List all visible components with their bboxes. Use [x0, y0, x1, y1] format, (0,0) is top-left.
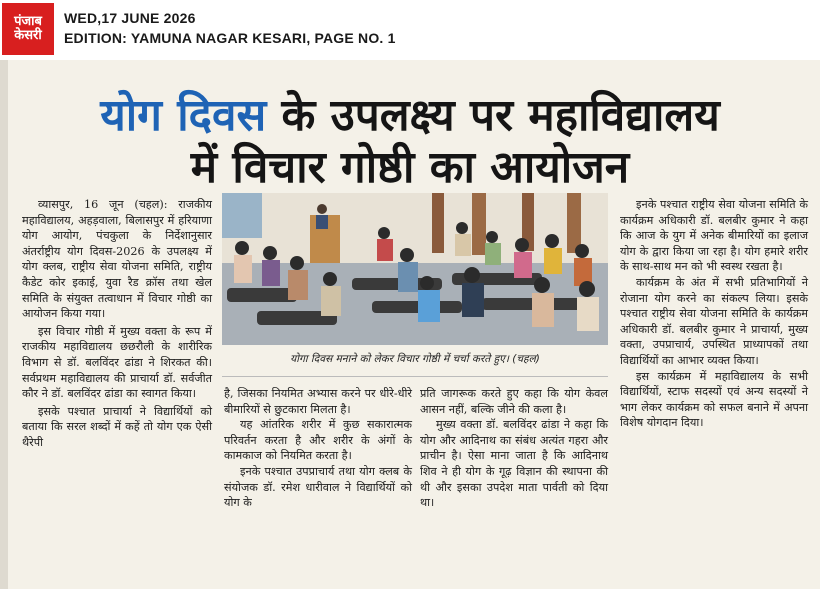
article-paragraph: प्रति जागरूक करते हुए कहा कि योग केवल आसन नहीं, बल्कि जीने की कला है।: [420, 387, 608, 416]
headline-line-1-rest: के उपलक्ष्य पर महाविद्यालय: [266, 90, 720, 141]
caption-divider: [222, 376, 608, 377]
article-paragraph: व्यासपुर, 16 जून (चहल): राजकीय महाविद्यालय, अहड़वाला, बिलासपुर में हरियाणा योग आयोग, पंचकुला के निर्देशानुसार अंतर्राष्ट्रीय योग दिवस-2026 के उपलक्ष्य में योग क्लब, राष्ट्रीय सेवा योजना समिति, राष्ट्रीय कैडेट कोर इकाई, युवा रैड क्रॉस तथा खेल समिति के संयुक्त तत्वाधान में विचार गोष्ठी का आयोजन किया गया।: [22, 198, 212, 321]
article-paragraph: इनके पश्चात उपप्राचार्य तथा योग क्लब के संयोजक डॉ. रमेश धारीवाल ने विद्यार्थियों को योग के: [224, 464, 412, 510]
headline-line-1: [10, 90, 810, 142]
logo-line-2: केसरी: [14, 28, 42, 43]
article-paragraph: इसके पश्चात प्राचार्या ने विद्यार्थियों को बताया कि सरल शब्दों में कहें तो योग एक ऐसी थैरेपी: [22, 404, 212, 449]
article-paragraph: इस कार्यक्रम में महाविद्यालय के सभी विद्यार्थियों, स्टाफ सदस्यों एवं अन्य सदस्यों ने भाग लेकर कार्यक्रम को सफल बनाने में अपना विशेष योगदान दिया।: [620, 369, 808, 430]
article-column-4: [620, 197, 808, 431]
article-column-1: [22, 197, 212, 451]
article-paragraph: है, जिसका नियमित अभ्यास करने पर धीरे-धीरे बीमारियों से छुटकारा मिलता है।: [224, 387, 412, 416]
article-paragraph: कार्यक्रम के अंत में सभी प्रतिभागियों ने रोजाना योग करने का संकल्प लिया। इसके पश्चात राष्ट्रीय सेवा योजना समिति के कार्यक्रम अधिकारी डॉ. बलबीर कुमार ने प्राचार्या, मुख्य वक्ता, उपप्राचार्य, उपस्थित प्राध्यापकों तथा विद्यार्थियों का आभार व्यक्त किया।: [620, 275, 808, 367]
article-paragraph: यह आंतरिक शरीर में कुछ सकारात्मक परिवर्तन करता है और शरीर के अंगों के कामकाज को नियमित करता है।: [224, 418, 412, 463]
masthead: [0, 0, 820, 60]
headline-highlight: योग दिवस: [100, 90, 267, 141]
seminar-photo: [222, 193, 608, 345]
adjacent-column-edge: [0, 60, 8, 589]
headline: [10, 90, 810, 194]
newspaper-logo: [2, 3, 54, 55]
photo-caption: योगा दिवस मनाने को लेकर विचार गोष्ठी में चर्चा करते हुए। (चहल): [290, 353, 540, 365]
article-paragraph: इनके पश्चात राष्ट्रीय सेवा योजना समिति के कार्यक्रम अधिकारी डॉ. बलबीर कुमार ने कहा कि आज के युग में अनेक बीमारियों का इलाज योग के द्वारा किया जा रहा है। योग हमारे शरीर के साथ-साथ मन को भी स्वस्थ रखता है।: [620, 198, 808, 274]
article-paragraph: इस विचार गोष्ठी में मुख्य वक्ता के रूप में राजकीय महाविद्यालय छछरौली के शारीरिक विभाग से डॉ. बलविंदर ढांडा ने शिरकत की। सर्वप्रथम महाविद्यालय की प्राचार्या डॉ. सर्वजीत कौर ने डॉ. बलविंदर ढांडा का स्वागत किया।: [22, 324, 212, 401]
article-column-3: [420, 386, 608, 511]
edition-date: WED,17 JUNE 2026: [64, 10, 196, 26]
article-paragraph: मुख्य वक्ता डॉ. बलविंदर ढांडा ने कहा कि योग और आदिनाथ का संबंध अत्यंत गहरा और प्राचीन है। ऐसा माना जाता है कि आदिनाथ शिव ने ही योग के गूढ़ विज्ञान की स्थापना की थी और इसका उपदेश माता पार्वती को दिया था।: [420, 418, 608, 510]
logo-line-1: पंजाब: [14, 14, 42, 30]
article-column-2: [224, 386, 412, 511]
edition-name: EDITION: YAMUNA NAGAR KESARI, PAGE NO. 1: [64, 30, 396, 46]
headline-line-2: में विचार गोष्ठी का आयोजन: [190, 141, 630, 193]
seminar-photo-illustration: [222, 193, 608, 345]
